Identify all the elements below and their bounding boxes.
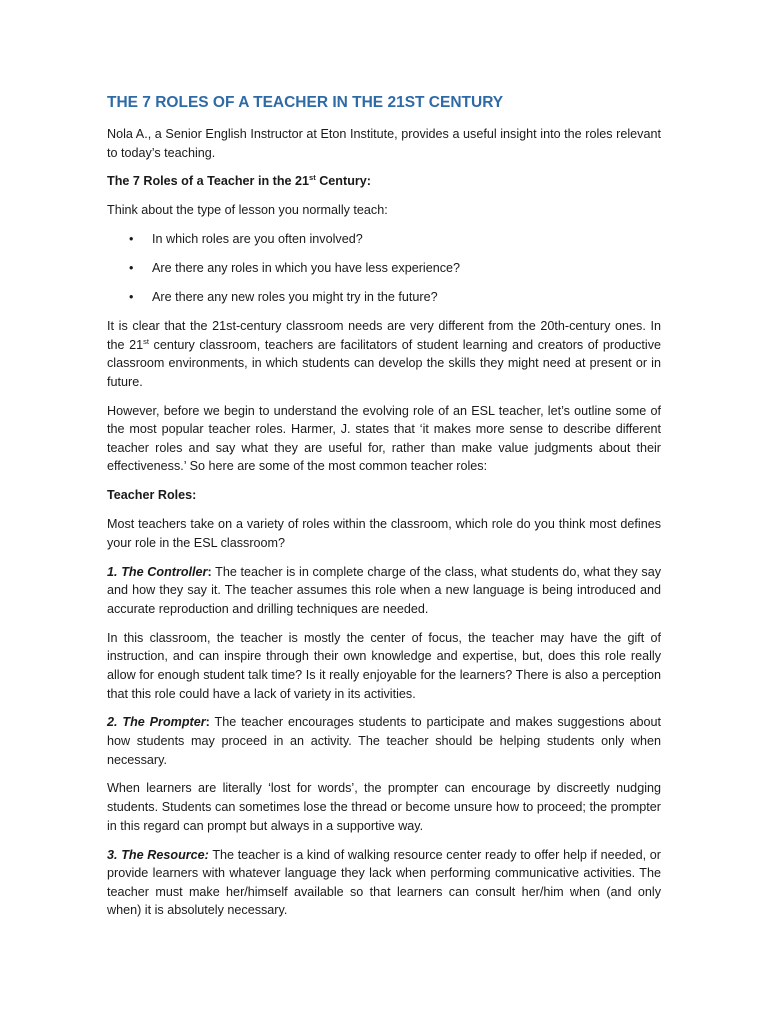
document-page bbox=[107, 93, 661, 930]
roles-intro: Most teachers take on a variety of roles within the classroom, which role do you think most defines your role in the ESL classroom? bbox=[107, 517, 661, 550]
ordinal-superscript: st bbox=[143, 336, 149, 346]
subheading-text: The 7 Roles of a Teacher in the 21 bbox=[107, 174, 310, 189]
role-description: The teacher is a kind of walking resource center ready to offer help if needed, or provide learners with whatever language they lack when performing communicative activities. The teacher must make her/himself available so that learners can consult her/him when (and only when) it is absolutely necessary. bbox=[107, 847, 661, 918]
role-resource bbox=[107, 846, 661, 920]
classroom-text-end: century classroom, teachers are facilitators of student learning and creators of productive classroom environments, in which students can develop the skills they might need at present or in future. bbox=[107, 337, 661, 389]
intro-paragraph: Nola A., a Senior English Instructor at Eton Institute, provides a useful insight into the roles relevant to today’s teaching. bbox=[107, 127, 661, 160]
subheading-text-end: Century: bbox=[315, 174, 371, 189]
roles-heading: Teacher Roles: bbox=[107, 488, 197, 503]
role-prompter bbox=[107, 713, 661, 769]
ordinal-superscript: st bbox=[309, 173, 316, 183]
section-subheading bbox=[107, 172, 661, 191]
bullet-icon: • bbox=[129, 232, 134, 247]
classroom-text: It is clear that the 21st-century classroom needs are very different from the 20th-century ones. In the 21 bbox=[107, 318, 661, 352]
list-item bbox=[107, 259, 661, 278]
bullet-icon: • bbox=[129, 261, 134, 276]
role-prompter-commentary: When learners are literally ‘lost for words’, the prompter can encourage by discreetly nudging students. Students can sometimes lose the thread or become unsure how to proceed; the prompter in this regard can prompt but always in a supportive way. bbox=[107, 781, 661, 833]
role-colon: : bbox=[205, 715, 210, 730]
question-text: Are there any new roles you might try in the future? bbox=[152, 290, 438, 305]
question-list bbox=[107, 230, 661, 306]
think-prompt: Think about the type of lesson you normally teach: bbox=[107, 203, 388, 218]
list-item bbox=[107, 288, 661, 307]
role-description: The teacher encourages students to participate and makes suggestions about how students may proceed in an activity. The teacher should be helping students only when necessary. bbox=[107, 715, 661, 767]
harmer-paragraph: However, before we begin to understand the evolving role of an ESL teacher, let’s outline some of the most popular teacher roles. Harmer, J. states that ‘it makes more sense to describe different teacher roles and say what they are useful for, rather than make value judgments about their effectiveness.’ So here are some of the most common teacher roles: bbox=[107, 403, 661, 474]
question-text: Are there any roles in which you have less experience? bbox=[152, 261, 461, 276]
bullet-icon: • bbox=[129, 290, 134, 305]
role-colon: : bbox=[207, 564, 212, 579]
role-title: 2. The Prompter bbox=[107, 715, 206, 730]
role-description: The teacher is in complete charge of the class, what students do, what they say and how they say it. The teacher assumes this role when a new language is being introduced and accurate reproduction and drilling techniques are needed. bbox=[107, 564, 662, 616]
role-title: 3. The Resource: bbox=[107, 847, 209, 862]
document-title: THE 7 ROLES OF A TEACHER IN THE 21ST CENTURY bbox=[107, 94, 504, 111]
role-controller-commentary: In this classroom, the teacher is mostly the center of focus, the teacher may have the gift of instruction, and can inspire through their own knowledge and expertise, but, does this role really allow for enough student talk time? Is it really enjoyable for the learners? There is also a perception that this role could have a lack of variety in its activities. bbox=[107, 630, 661, 701]
role-controller bbox=[107, 563, 661, 619]
question-text: In which roles are you often involved? bbox=[152, 232, 363, 247]
list-item bbox=[107, 230, 661, 249]
role-title: 1. The Controller bbox=[107, 564, 208, 579]
classroom-paragraph bbox=[107, 317, 661, 391]
